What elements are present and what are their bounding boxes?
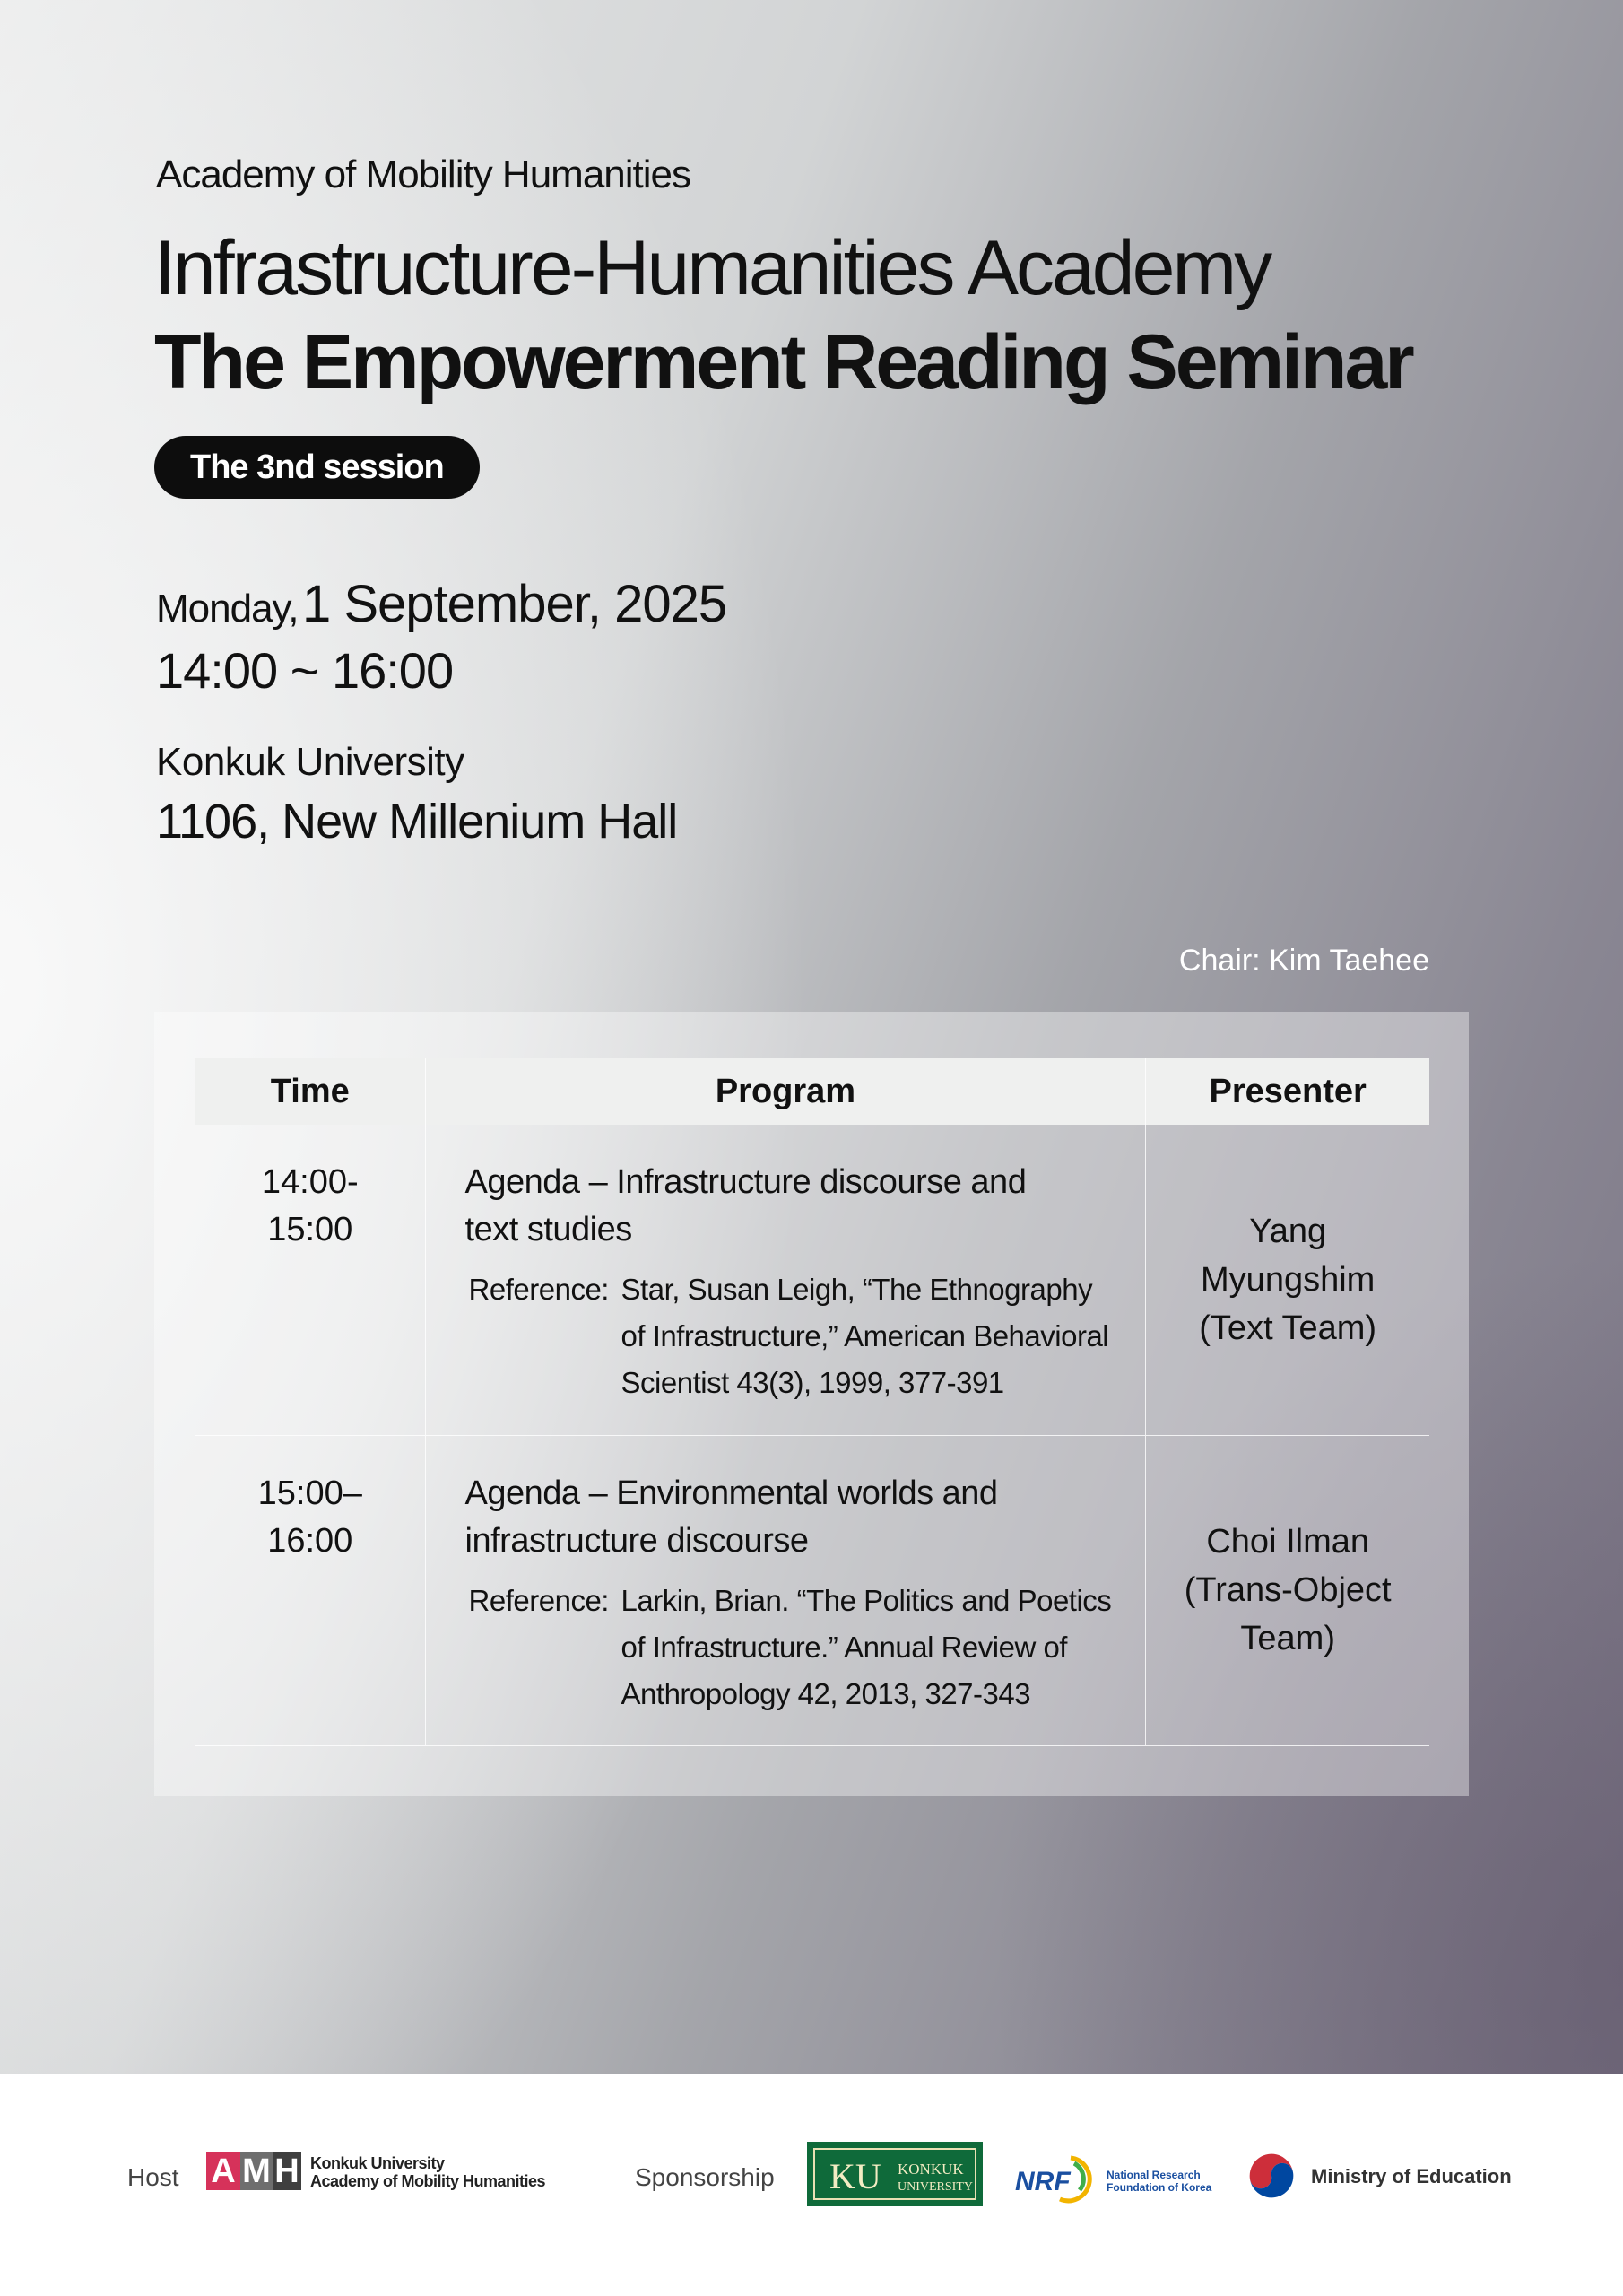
amh-logo-m: M (240, 2152, 273, 2190)
reference-text (621, 1266, 1109, 1406)
agenda-line: Agenda – Infrastructure discourse and (464, 1163, 1027, 1201)
program-cell (425, 1435, 1146, 1745)
agenda-title (465, 1159, 1128, 1254)
time-start: 14:00- (261, 1163, 359, 1201)
header-presenter: Presenter (1146, 1058, 1429, 1125)
reference (469, 1578, 1128, 1718)
amh-logo-h: H (273, 2152, 301, 2190)
agenda-line: text studies (464, 1211, 632, 1248)
presenter-line: Myungshim (1201, 1260, 1376, 1299)
nrf-logo-caption (1107, 2169, 1211, 2194)
ku-logo-line2: UNIVERSITY (898, 2180, 973, 2194)
chair-label: Chair: Kim Taehee (1178, 944, 1429, 978)
program-table-panel (154, 1012, 1469, 1796)
nrf-logo-icon (1015, 2151, 1096, 2205)
time-end: 15:00 (267, 1211, 353, 1248)
amh-logo-text (310, 2154, 545, 2190)
amh-logo (206, 2152, 301, 2190)
taegeuk-emblem-icon (1245, 2149, 1298, 2203)
amh-line: Konkuk University (310, 2154, 445, 2172)
header-program: Program (425, 1058, 1146, 1125)
reference-text (621, 1578, 1112, 1718)
konkuk-logo (807, 2142, 983, 2206)
presenter-line: Team) (1240, 1620, 1335, 1657)
time-start: 15:00– (257, 1474, 362, 1512)
presenter-line: Yang (1249, 1212, 1327, 1250)
amh-line: Academy of Mobility Humanities (310, 2172, 546, 2190)
amh-logo-a: A (206, 2152, 240, 2190)
sponsorship-label: Sponsorship (635, 2163, 775, 2191)
session-time (195, 1435, 425, 1745)
event-date (156, 574, 726, 634)
presenter-line: (Text Team) (1199, 1309, 1377, 1347)
presenter-cell (1146, 1435, 1429, 1745)
host-label: Host (127, 2163, 179, 2191)
ministry-of-education-label: Ministry of Education (1311, 2165, 1512, 2187)
reference-line: Larkin, Brian. “The Politics and Poetics (621, 1583, 1112, 1617)
presenter-cell (1146, 1125, 1429, 1435)
program-cell (425, 1125, 1146, 1435)
event-weekday: Monday, (156, 587, 299, 631)
table-header-row (195, 1058, 1429, 1125)
time-end: 16:00 (267, 1521, 353, 1560)
nrf-logo-text: NRF (1015, 2167, 1071, 2196)
agenda-title (465, 1470, 1128, 1565)
ku-logo-line1: KONKUK (898, 2161, 964, 2178)
nrf-line: Foundation of Korea (1107, 2181, 1212, 2194)
footer (0, 2074, 1623, 2296)
reference-line: of Infrastructure,” American Behavioral (621, 1319, 1109, 1352)
event-time: 14:00 ~ 16:00 (156, 642, 454, 699)
reference-line: Star, Susan Leigh, “The Ethnography (621, 1273, 1093, 1306)
reference-line: Anthropology 42, 2013, 327-343 (621, 1676, 1031, 1710)
program-table (195, 1058, 1429, 1746)
header-time: Time (195, 1058, 425, 1125)
reference-label: Reference: (468, 1273, 609, 1306)
nrf-line: National Research (1107, 2169, 1201, 2181)
agenda-line: Agenda – Environmental worlds and (464, 1474, 998, 1512)
title-line-1: Infrastructure-Humanities Academy (154, 225, 1271, 311)
session-badge: The 3nd session (154, 436, 480, 499)
reference-line: of Infrastructure.” Annual Review of (621, 1630, 1067, 1664)
reference (469, 1266, 1128, 1406)
event-date-value: 1 September, 2025 (301, 575, 727, 633)
title-line-2: The Empowerment Reading Seminar (154, 319, 1412, 405)
presenter-line: Choi Ilman (1206, 1523, 1369, 1561)
event-venue: 1106, New Millenium Hall (156, 795, 678, 848)
reference-label: Reference: (468, 1583, 609, 1617)
konkuk-logo-frame (813, 2148, 976, 2200)
presenter-line: (Trans-Object (1184, 1571, 1392, 1609)
reference-line: Scientist 43(3), 1999, 377-391 (621, 1366, 1004, 1399)
organization-name: Academy of Mobility Humanities (156, 152, 691, 196)
event-university: Konkuk University (156, 740, 464, 784)
agenda-line: infrastructure discourse (464, 1521, 809, 1560)
table-row (195, 1125, 1429, 1435)
table-row (195, 1435, 1429, 1745)
ku-logo-mark: KU (829, 2156, 881, 2196)
session-time (195, 1125, 425, 1435)
